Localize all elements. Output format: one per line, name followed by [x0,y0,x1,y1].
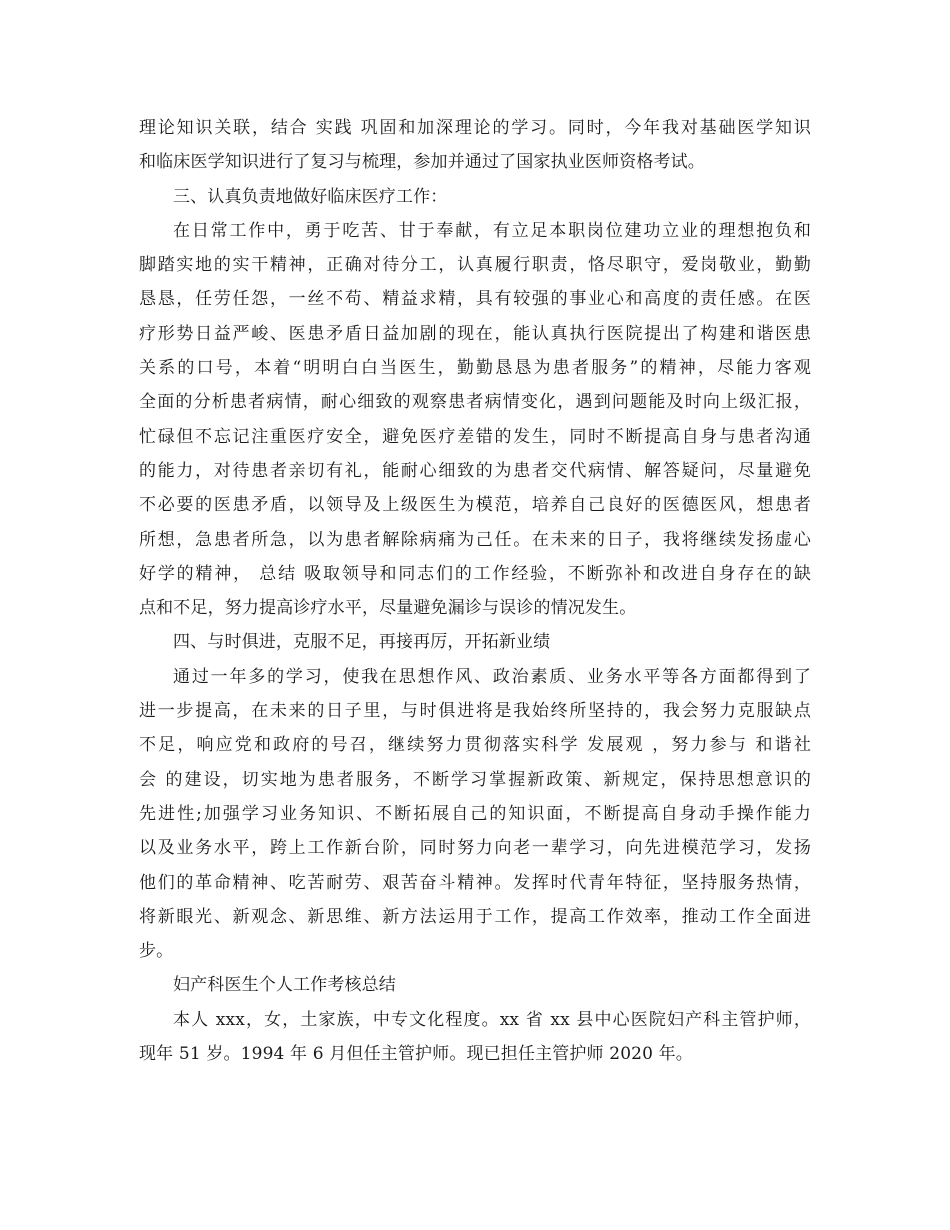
text-line: 进一步提高，在未来的日子里，与时俱进将是我始终所坚持的，我会努力克服缺点 [139,701,811,722]
text-line: 会 的建设，切实地为患者服务，不断学习掌握新政策、新规定，保持思想意识的 [139,769,811,790]
text-line: 现年 51 岁。1994 年 6 月但任主管护师。现已担任主管护师 2020 年。 [139,1044,693,1065]
text-line: 关系的口号，本着“明明白白当医生，勤勤恳恳为患者服务”的精神，尽能力客观 [139,358,811,379]
document-body [139,111,811,1071]
text-line: 点和不足，努力提高诊疗水平，尽量避免漏诊与误诊的情况发生。 [139,598,637,619]
text-line: 他们的革命精神、吃苦耐劳、艰苦奋斗精神。发挥时代青年特征，坚持服务热情， [139,872,811,893]
text-line: 和临床医学知识进行了复习与梳理，参加并通过了国家执业医师资格考试。 [139,152,705,173]
text-line: 以及业务水平，跨上工作新台阶，同时努力向老一辈学习，向先进模范学习，发扬 [139,838,811,859]
text-line: 三、认真负责地做好临床医疗工作： [173,186,448,207]
text-line: 所想，急患者所急，以为患者解除病痛为己任。在未来的日子，我将继续发扬虚心 [139,529,811,550]
text-line: 在日常工作中，勇于吃苦、甘于奉献，有立足本职岗位建功立业的理想抱负和 [173,220,811,241]
text-line: 将新眼光、新观念、新思维、新方法运用于工作，提高工作效率，推动工作全面进 [139,906,811,927]
text-line: 的能力，对待患者亲切有礼，能耐心细致的为患者交代病情、解答疑问，尽量避免 [139,460,811,481]
text-line: 先进性;加强学习业务知识、不断拓展自己的知识面，不断提高自身动手操作能力 [139,803,811,824]
text-line: 恳恳，任劳任怨，一丝不苟、精益求精，具有较强的事业心和高度的责任感。在医 [139,289,811,310]
text-line: 不足，响应党和政府的号召，继续努力贯彻落实科学 发展观 ，努力参与 和谐社 [139,735,811,756]
text-line: 脚踏实地的实干精神，正确对待分工，认真履行职责，恪尽职守，爱岗敬业，勤勤 [139,255,811,276]
text-line: 理论知识关联，结合 实践 巩固和加深理论的学习。同时，今年我对基础医学知识 [139,118,811,138]
text-line: 全面的分析患者病情，耐心细致的观察患者病情变化，遇到问题能及时向上级汇报， [139,392,811,413]
text-line: 本人 xxx，女，土家族，中专文化程度。xx 省 xx 县中心医院妇产科主管护师， [173,1009,811,1030]
text-line: 疗形势日益严峻、医患矛盾日益加剧的现在，能认真执行医院提出了构建和谐医患 [139,323,811,344]
text-line: 通过一年多的学习，使我在思想作风、政治素质、业务水平等各方面都得到了 [173,666,811,687]
text-line: 四、与时俱进，克服不足，再接再厉，开拓新业绩 [173,632,551,653]
text-line: 好学的精神， 总结 吸取领导和同志们的工作经验，不断弥补和改进自身存在的缺 [139,563,811,584]
text-line: 不必要的医患矛盾，以领导及上级医生为模范，培养自己良好的医德医风，想患者 [139,495,811,516]
text-line: 忙碌但不忘记注重医疗安全，避免医疗差错的发生，同时不断提高自身与患者沟通 [139,426,811,447]
text-line: 步。 [139,941,174,962]
text-line: 妇产科医生个人工作考核总结 [173,975,396,996]
